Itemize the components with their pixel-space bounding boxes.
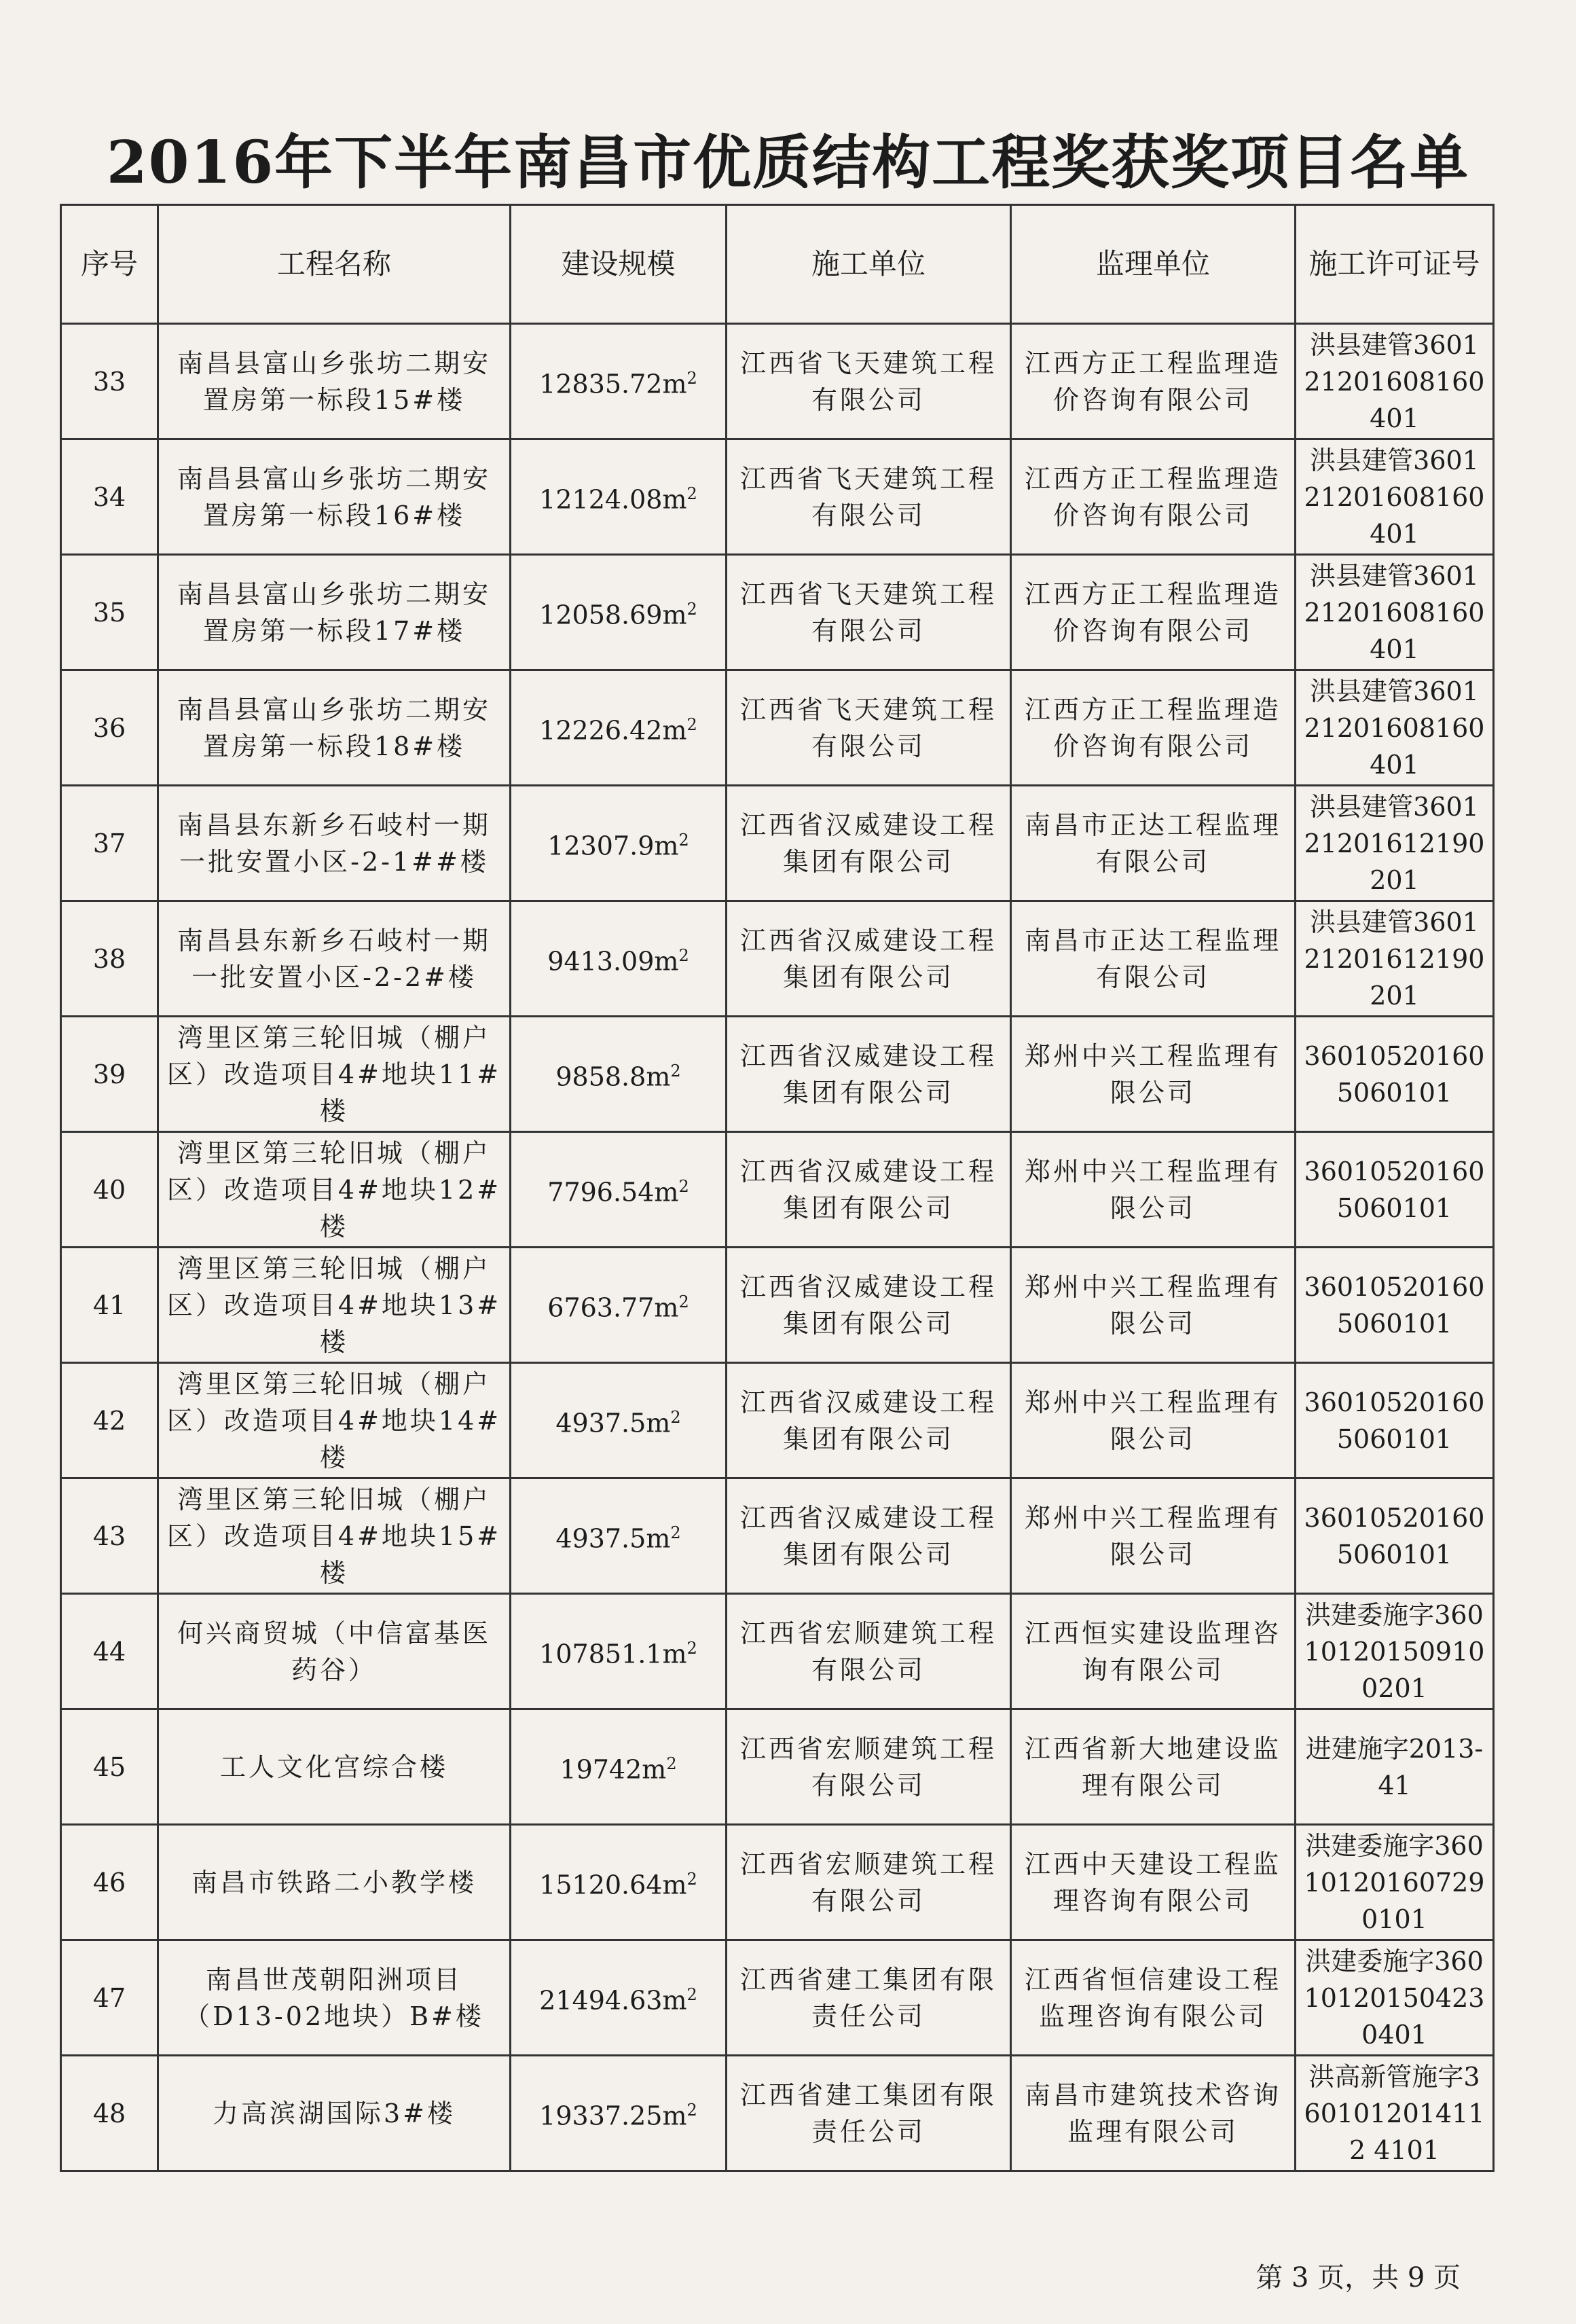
row-supervisor: 江西中天建设工程监理咨询有限公司	[1011, 1825, 1296, 1940]
table-row	[61, 1017, 1494, 1132]
page-title: 2016年下半年南昌市优质结构工程奖获奖项目名单	[106, 128, 1470, 197]
row-supervisor: 南昌市建筑技术咨询监理有限公司	[1011, 2056, 1296, 2171]
scale-value: 19742	[560, 1754, 642, 1785]
row-project-name: 工人文化宫综合楼	[158, 1709, 511, 1825]
row-builder: 江西省汉威建设工程集团有限公司	[727, 1363, 1011, 1478]
row-scale	[511, 786, 727, 901]
table-row	[61, 2056, 1494, 2171]
scale-unit: m	[662, 484, 687, 515]
row-scale	[511, 1248, 727, 1363]
row-permit: 360105201605060101	[1296, 1478, 1494, 1594]
scale-value: 6763.77	[547, 1292, 655, 1323]
scale-unit-superscript: 2	[686, 484, 697, 504]
scale-value: 4937.5	[555, 1523, 646, 1554]
row-scale	[511, 1132, 727, 1248]
row-supervisor: 郑州中兴工程监理有限公司	[1011, 1363, 1296, 1478]
scale-unit: m	[662, 715, 687, 746]
row-permit: 洪县建管360121201608160401	[1296, 439, 1494, 555]
scale-unit: m	[662, 1870, 687, 1900]
row-no: 34	[61, 439, 158, 555]
row-scale	[511, 555, 727, 670]
row-supervisor: 南昌市正达工程监理有限公司	[1011, 901, 1296, 1017]
header-row	[61, 205, 1494, 324]
row-permit: 360105201605060101	[1296, 1017, 1494, 1132]
scale-unit: m	[654, 831, 679, 861]
row-permit: 360105201605060101	[1296, 1363, 1494, 1478]
row-no: 46	[61, 1825, 158, 1940]
row-supervisor: 江西省恒信建设工程监理咨询有限公司	[1011, 1940, 1296, 2056]
scale-unit: m	[646, 1523, 671, 1554]
row-scale	[511, 1363, 727, 1478]
scale-value: 4937.5	[555, 1408, 646, 1438]
row-no: 38	[61, 901, 158, 1017]
row-no: 48	[61, 2056, 158, 2171]
scale-unit: m	[662, 600, 687, 630]
scale-unit-superscript: 2	[686, 600, 697, 619]
row-supervisor: 江西方正工程监理造价咨询有限公司	[1011, 439, 1296, 555]
row-supervisor: 郑州中兴工程监理有限公司	[1011, 1132, 1296, 1248]
row-builder: 江西省宏顺建筑工程有限公司	[727, 1825, 1011, 1940]
row-project-name: 湾里区第三轮旧城（棚户区）改造项目4#地块12#楼	[158, 1132, 511, 1248]
row-project-name: 南昌县东新乡石岐村一期一批安置小区-2-2#楼	[158, 901, 511, 1017]
scale-unit-superscript: 2	[686, 369, 697, 388]
scale-unit: m	[654, 1292, 679, 1323]
row-project-name: 湾里区第三轮旧城（棚户区）改造项目4#地块11#楼	[158, 1017, 511, 1132]
scale-unit: m	[662, 1639, 687, 1669]
row-builder: 江西省宏顺建筑工程有限公司	[727, 1594, 1011, 1709]
scale-unit: m	[662, 1985, 687, 2016]
table-row	[61, 1363, 1494, 1478]
row-no: 45	[61, 1709, 158, 1825]
scale-unit-superscript: 2	[678, 1292, 689, 1312]
award-table	[60, 204, 1495, 2172]
row-builder: 江西省汉威建设工程集团有限公司	[727, 1478, 1011, 1594]
row-project-name: 南昌县富山乡张坊二期安置房第一标段17#楼	[158, 555, 511, 670]
header-no: 序号	[61, 205, 158, 324]
scale-value: 107851.1	[539, 1639, 663, 1669]
row-permit: 360105201605060101	[1296, 1132, 1494, 1248]
header-permit: 施工许可证号	[1296, 205, 1494, 324]
row-project-name: 湾里区第三轮旧城（棚户区）改造项目4#地块14#楼	[158, 1363, 511, 1478]
scale-value: 12124.08	[539, 484, 663, 515]
row-project-name: 湾里区第三轮旧城（棚户区）改造项目4#地块15#楼	[158, 1478, 511, 1594]
row-builder: 江西省宏顺建筑工程有限公司	[727, 1709, 1011, 1825]
row-permit: 洪县建管360121201608160401	[1296, 555, 1494, 670]
row-permit: 洪高新管施字3601012014112 4101	[1296, 2056, 1494, 2171]
table-row	[61, 670, 1494, 786]
row-builder: 江西省汉威建设工程集团有限公司	[727, 1132, 1011, 1248]
row-scale	[511, 324, 727, 439]
row-permit: 洪建委施字360101201607290101	[1296, 1825, 1494, 1940]
scale-value: 19337.25	[539, 2101, 663, 2131]
row-supervisor: 江西省新大地建设监理有限公司	[1011, 1709, 1296, 1825]
row-no: 43	[61, 1478, 158, 1594]
row-scale	[511, 1940, 727, 2056]
scale-unit: m	[654, 1177, 679, 1208]
row-permit: 进建施字2013-41	[1296, 1709, 1494, 1825]
table-row	[61, 901, 1494, 1017]
scale-unit: m	[662, 2101, 687, 2131]
scale-unit-superscript: 2	[670, 1061, 681, 1081]
row-project-name: 南昌市铁路二小教学楼	[158, 1825, 511, 1940]
header-supervisor: 监理单位	[1011, 205, 1296, 324]
table-row	[61, 1709, 1494, 1825]
scale-unit-superscript: 2	[678, 1177, 689, 1197]
scale-value: 21494.63	[539, 1985, 663, 2016]
scale-unit-superscript: 2	[670, 1523, 681, 1543]
row-no: 42	[61, 1363, 158, 1478]
scale-unit-superscript: 2	[678, 946, 689, 966]
row-project-name: 南昌县富山乡张坊二期安置房第一标段15#楼	[158, 324, 511, 439]
scale-value: 12835.72	[539, 369, 663, 399]
table-row	[61, 324, 1494, 439]
row-scale	[511, 1594, 727, 1709]
scale-value: 15120.64	[539, 1870, 663, 1900]
row-supervisor: 江西恒实建设监理咨询有限公司	[1011, 1594, 1296, 1709]
row-no: 40	[61, 1132, 158, 1248]
scale-value: 12226.42	[539, 715, 663, 746]
row-project-name: 湾里区第三轮旧城（棚户区）改造项目4#地块13#楼	[158, 1248, 511, 1363]
row-no: 47	[61, 1940, 158, 2056]
row-permit: 洪建委施字360101201504230401	[1296, 1940, 1494, 2056]
row-builder: 江西省汉威建设工程集团有限公司	[727, 1017, 1011, 1132]
row-builder: 江西省飞天建筑工程有限公司	[727, 324, 1011, 439]
row-builder: 江西省建工集团有限责任公司	[727, 1940, 1011, 2056]
row-permit: 洪县建管360121201612190201	[1296, 786, 1494, 901]
table-row	[61, 1478, 1494, 1594]
scale-value: 12058.69	[539, 600, 663, 630]
scale-unit: m	[646, 1408, 671, 1438]
row-supervisor: 郑州中兴工程监理有限公司	[1011, 1478, 1296, 1594]
row-no: 35	[61, 555, 158, 670]
row-builder: 江西省飞天建筑工程有限公司	[727, 670, 1011, 786]
header-scale: 建设规模	[511, 205, 727, 324]
page-footer: 第 3 页，共 9 页	[1256, 2262, 1461, 2293]
row-no: 33	[61, 324, 158, 439]
row-no: 41	[61, 1248, 158, 1363]
header-project-name: 工程名称	[158, 205, 511, 324]
scale-unit-superscript: 2	[686, 1639, 697, 1658]
row-builder: 江西省汉威建设工程集团有限公司	[727, 1248, 1011, 1363]
scale-unit: m	[642, 1754, 667, 1785]
row-scale	[511, 670, 727, 786]
scale-unit-superscript: 2	[686, 1985, 697, 2005]
scale-value: 9858.8	[555, 1061, 646, 1092]
row-project-name: 南昌县东新乡石岐村一期一批安置小区-2-1##楼	[158, 786, 511, 901]
row-scale	[511, 1709, 727, 1825]
row-builder: 江西省飞天建筑工程有限公司	[727, 555, 1011, 670]
row-builder: 江西省汉威建设工程集团有限公司	[727, 901, 1011, 1017]
row-no: 37	[61, 786, 158, 901]
table-row	[61, 1940, 1494, 2056]
row-permit: 360105201605060101	[1296, 1248, 1494, 1363]
row-scale	[511, 1825, 727, 1940]
scale-value: 12307.9	[547, 831, 655, 861]
row-scale	[511, 1478, 727, 1594]
scale-unit-superscript: 2	[678, 831, 689, 850]
row-builder: 江西省飞天建筑工程有限公司	[727, 439, 1011, 555]
row-no: 36	[61, 670, 158, 786]
row-permit: 洪县建管360121201608160401	[1296, 670, 1494, 786]
scale-value: 7796.54	[547, 1177, 655, 1208]
row-no: 39	[61, 1017, 158, 1132]
row-scale	[511, 2056, 727, 2171]
row-scale	[511, 1017, 727, 1132]
row-project-name: 何兴商贸城（中信富基医药谷）	[158, 1594, 511, 1709]
table-row	[61, 1594, 1494, 1709]
row-scale	[511, 901, 727, 1017]
scale-unit-superscript: 2	[666, 1754, 677, 1774]
row-supervisor: 郑州中兴工程监理有限公司	[1011, 1017, 1296, 1132]
table-row	[61, 786, 1494, 901]
table-row	[61, 1825, 1494, 1940]
row-supervisor: 江西方正工程监理造价咨询有限公司	[1011, 555, 1296, 670]
scale-unit: m	[646, 1061, 671, 1092]
table-row	[61, 555, 1494, 670]
row-permit: 洪县建管360121201608160401	[1296, 324, 1494, 439]
row-builder: 江西省建工集团有限责任公司	[727, 2056, 1011, 2171]
scale-unit-superscript: 2	[686, 2101, 697, 2120]
scale-unit-superscript: 2	[686, 715, 697, 735]
row-project-name: 南昌世茂朝阳洲项目（D13-02地块）B#楼	[158, 1940, 511, 2056]
row-no: 44	[61, 1594, 158, 1709]
row-permit: 洪县建管360121201612190201	[1296, 901, 1494, 1017]
row-supervisor: 江西方正工程监理造价咨询有限公司	[1011, 324, 1296, 439]
row-project-name: 力高滨湖国际3#楼	[158, 2056, 511, 2171]
table-row	[61, 1248, 1494, 1363]
row-supervisor: 郑州中兴工程监理有限公司	[1011, 1248, 1296, 1363]
row-builder: 江西省汉威建设工程集团有限公司	[727, 786, 1011, 901]
scale-unit: m	[654, 946, 679, 977]
row-project-name: 南昌县富山乡张坊二期安置房第一标段18#楼	[158, 670, 511, 786]
row-permit: 洪建委施字360101201509100201	[1296, 1594, 1494, 1709]
table-row	[61, 439, 1494, 555]
row-supervisor: 南昌市正达工程监理有限公司	[1011, 786, 1296, 901]
header-builder: 施工单位	[727, 205, 1011, 324]
scale-unit: m	[662, 369, 687, 399]
scale-value: 9413.09	[547, 946, 655, 977]
scale-unit-superscript: 2	[670, 1408, 681, 1428]
row-scale	[511, 439, 727, 555]
row-project-name: 南昌县富山乡张坊二期安置房第一标段16#楼	[158, 439, 511, 555]
row-supervisor: 江西方正工程监理造价咨询有限公司	[1011, 670, 1296, 786]
table-row	[61, 1132, 1494, 1248]
scale-unit-superscript: 2	[686, 1870, 697, 1889]
